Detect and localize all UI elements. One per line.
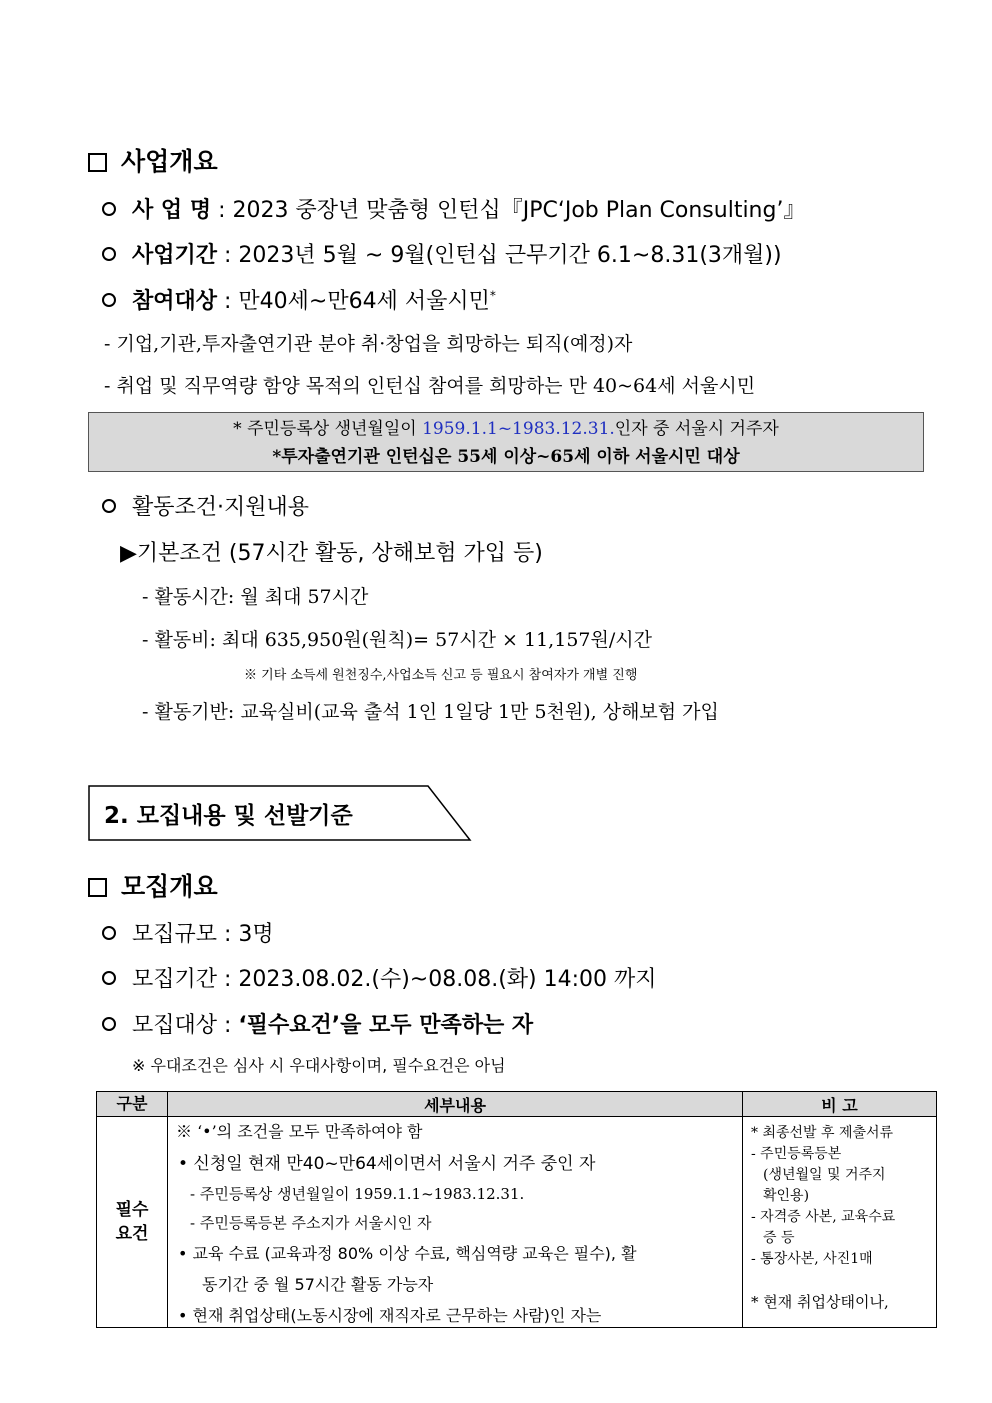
recruit-item-period: 모집기간 : 2023.08.02.(수)~08.08.(화) 14:00 까지 — [102, 962, 657, 993]
checkbox-square-icon — [88, 153, 107, 172]
note-line-2: *투자출연기관 인턴십은 55세 이상~65세 이하 서울시민 대상 — [272, 447, 740, 467]
overview-item-target: 참여대상 : 만40세~만64세 서울시민* — [102, 284, 496, 315]
eligibility-line: - 취업 및 직무역량 함양 목적의 인턴십 참여를 희망하는 만 40~64세 서울시민 — [104, 375, 756, 397]
circle-bullet-icon — [102, 971, 116, 985]
section-2-title: 2. 모집내용 및 선발기준 — [104, 803, 353, 829]
circle-bullet-icon — [102, 1017, 116, 1031]
overview-item-period: 사업기간 : 2023년 5월 ~ 9월(인턴십 근무기간 6.1~8.31(3개월)) — [102, 238, 782, 269]
circle-bullet-icon — [102, 926, 116, 940]
circle-bullet-icon — [102, 202, 116, 216]
activity-line: - 활동비: 최대 635,950원(원칙)= 57시간 × 11,157원/시간 — [142, 629, 652, 651]
remarks-cell: * 최종선발 후 제출서류 - 주민등록등본 (생년월일 및 거주지 확인용) - 자격증 사본, 교육수료 증 등 - 통장사본, 사진1매 * 현재 취업상태이나, — [743, 1117, 937, 1328]
circle-bullet-icon — [102, 247, 116, 261]
checkbox-square-icon — [88, 878, 107, 897]
note-line-1: * 주민등록상 생년월일이 1959.1.1~1983.12.31.인자 중 서울시 거주자 — [233, 419, 779, 439]
header-detail: 세부내용 — [168, 1092, 743, 1117]
category-cell: 필수 요건 — [97, 1117, 168, 1328]
recruit-item-size: 모집규모 : 3명 — [102, 917, 274, 948]
section-2-tab — [88, 785, 472, 841]
table-header-row — [97, 1092, 937, 1117]
circle-bullet-icon — [102, 293, 116, 307]
eligibility-line: - 기업,기관,투자출연기관 분야 취·창업을 희망하는 퇴직(예정)자 — [104, 333, 633, 355]
eligibility-note-box — [88, 412, 924, 472]
circle-bullet-icon — [102, 499, 116, 513]
header-category: 구분 — [97, 1092, 168, 1117]
overview-heading: 사업개요 — [88, 142, 218, 178]
activity-basic: ▶기본조건 (57시간 활동, 상해보험 가입 등) — [120, 541, 543, 566]
table-row — [97, 1117, 937, 1328]
overview-item-name: 사 업 명 : 2023 중장년 맞춤형 인턴십『JPC‘Job Plan Consulting’』 — [102, 193, 805, 224]
requirements-table — [96, 1091, 937, 1328]
activity-small-note: ※ 기타 소득세 원천징수,사업소득 신고 등 필요시 참여자가 개별 진행 — [244, 668, 638, 683]
activity-heading: 활동조건·지원내용 — [102, 490, 309, 521]
activity-line: - 활동시간: 월 최대 57시간 — [142, 586, 369, 608]
activity-base: - 활동기반: 교육실비(교육 출석 1인 1일당 1만 5천원), 상해보험 가입 — [142, 701, 719, 723]
recruit-item-target: 모집대상 : ‘필수요건’을 모두 만족하는 자 — [102, 1008, 533, 1039]
detail-cell: ※ ‘•’의 조건을 모두 만족하여야 함 • 신청일 현재 만40~만64세이면서 서울시 거주 중인 자 - 주민등록상 생년월일이 1959.1.1~1983.12.31. - 주민등록등본 주소지가 서울시인 자 • 교육 수료 (교육과정 80% 이상 수료, 핵심역량 교육은 필수), 활 동기간 중 월 57시간 활동 가능자 • 현재 취업상태(노동시장에 재직자로 근무하는 사람)인 자는 — [168, 1117, 743, 1328]
recruit-note: ※ 우대조건은 심사 시 우대사항이며, 필수요건은 아님 — [132, 1056, 506, 1075]
recruit-heading: 모집개요 — [88, 867, 218, 903]
header-remarks: 비 고 — [743, 1092, 937, 1117]
